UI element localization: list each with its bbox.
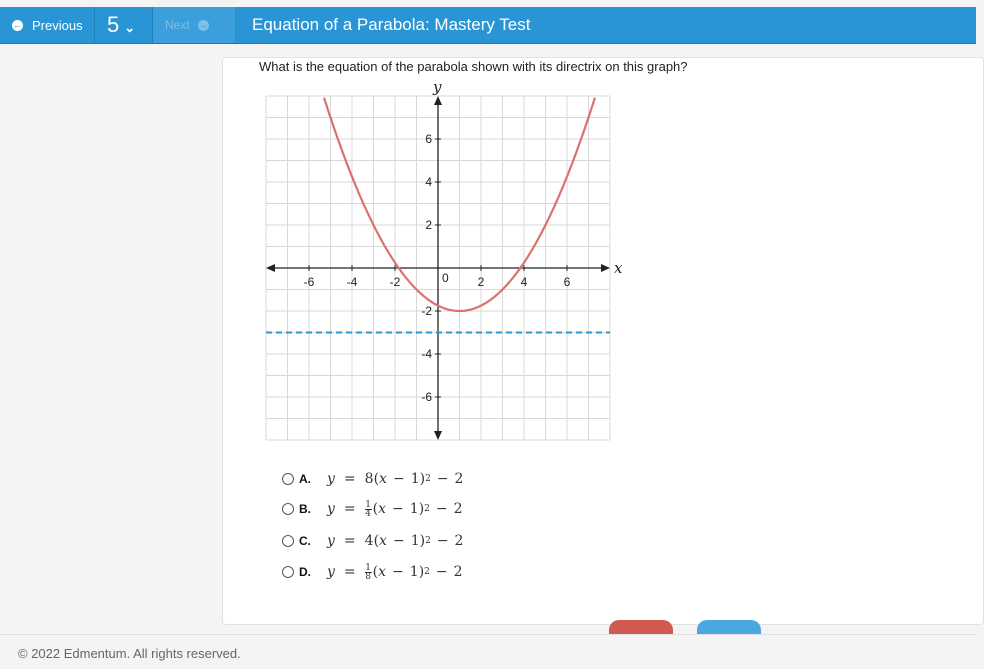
arrow-left-icon: ← — [13, 19, 22, 30]
eq-h: 1 — [409, 564, 419, 580]
coefficient: 4 — [364, 533, 374, 549]
x-axis-arrow-right — [601, 264, 610, 272]
eq-h: 1 — [409, 501, 419, 517]
fraction-numerator: 1 — [365, 562, 372, 573]
eq-open-paren: ( — [373, 471, 380, 487]
radio-button[interactable] — [282, 503, 294, 515]
eq-x: x — [378, 564, 387, 580]
eq-lhs: y — [327, 501, 335, 517]
x-tick-label: -4 — [346, 275, 358, 289]
eq-exponent: 2 — [425, 474, 431, 484]
choice-d[interactable] — [282, 562, 463, 582]
y-axis-arrow-down — [434, 431, 442, 440]
choice-a[interactable] — [282, 469, 463, 489]
y-tick-label: -4 — [421, 347, 432, 361]
y-axis-arrow-up — [434, 96, 442, 105]
origin-label: 0 — [442, 271, 449, 285]
fraction-numerator: 1 — [365, 499, 372, 510]
arrow-right-icon: → — [198, 19, 208, 30]
top-strip — [0, 0, 976, 7]
copyright: © 2022 Edmentum. All rights reserved. — [18, 646, 241, 661]
eq-lhs: y — [327, 471, 335, 487]
eq-minus-k: − — [435, 501, 448, 517]
previous-button[interactable] — [0, 7, 95, 43]
question-number: 5 — [107, 12, 120, 37]
chevron-down-icon: ⌄ — [124, 20, 136, 35]
eq-minus: − — [392, 533, 405, 549]
x-tick-label: 4 — [520, 275, 528, 289]
choice-equation — [327, 533, 463, 549]
question-prompt: What is the equation of the parabola shown with its directrix on this graph? — [259, 59, 688, 74]
eq-lhs: y — [327, 533, 335, 549]
x-tick-label: 2 — [477, 275, 485, 289]
footer — [0, 634, 976, 669]
eq-close-paren: ) — [418, 564, 425, 580]
eq-exponent: 2 — [424, 567, 430, 577]
eq-minus: − — [392, 501, 404, 517]
coefficient-fraction — [365, 564, 372, 581]
y-tick-label: 4 — [425, 175, 432, 189]
eq-sign: = — [343, 471, 356, 487]
y-tick-label: 6 — [425, 132, 432, 146]
eq-close-paren: ) — [418, 501, 425, 517]
choice-letter: B. — [299, 502, 311, 516]
choice-b[interactable] — [282, 499, 463, 519]
eq-minus: − — [392, 471, 405, 487]
choice-letter: D. — [299, 565, 311, 579]
choice-equation — [327, 471, 463, 487]
y-tick-label: 2 — [425, 218, 432, 232]
eq-minus: − — [392, 564, 404, 580]
y-axis-label: y — [433, 78, 442, 96]
eq-k: 2 — [453, 501, 463, 517]
choice-equation — [327, 564, 463, 581]
eq-h: 1 — [410, 533, 420, 549]
eq-open-paren: ( — [372, 501, 379, 517]
test-title: Equation of a Parabola: Mastery Test — [252, 15, 531, 34]
previous-label: Previous — [32, 17, 83, 33]
eq-x: x — [379, 533, 387, 549]
next-button[interactable] — [153, 7, 235, 43]
x-tick-label: -6 — [303, 275, 315, 289]
eq-open-paren: ( — [373, 533, 380, 549]
radio-button[interactable] — [282, 566, 294, 578]
eq-k: 2 — [454, 471, 464, 487]
eq-sign: = — [343, 564, 356, 580]
eq-open-paren: ( — [372, 564, 379, 580]
x-tick-label: -2 — [389, 275, 401, 289]
parabola-graph — [258, 78, 628, 448]
eq-k: 2 — [454, 533, 464, 549]
coefficient-fraction — [365, 501, 372, 518]
eq-sign: = — [343, 533, 356, 549]
eq-minus-k: − — [436, 533, 449, 549]
eq-close-paren: ) — [419, 471, 426, 487]
question-number-dropdown[interactable] — [95, 7, 153, 43]
x-tick-label: 6 — [563, 275, 571, 289]
y-tick-label: -2 — [421, 304, 432, 318]
radio-button[interactable] — [282, 535, 294, 547]
eq-x: x — [379, 471, 387, 487]
x-axis-arrow-left — [266, 264, 275, 272]
fraction-denominator: 4 — [365, 508, 372, 519]
choice-equation — [327, 501, 463, 518]
eq-exponent: 2 — [425, 536, 431, 546]
eq-k: 2 — [453, 564, 463, 580]
x-axis-label: x — [614, 259, 623, 277]
choice-letter: C. — [299, 534, 311, 548]
eq-minus-k: − — [436, 471, 449, 487]
y-tick-label: -6 — [421, 390, 432, 404]
choice-letter: A. — [299, 472, 311, 486]
fraction-denominator: 8 — [365, 571, 372, 582]
eq-x: x — [378, 501, 387, 517]
eq-exponent: 2 — [424, 504, 430, 514]
next-label: Next — [165, 18, 190, 32]
coefficient: 8 — [364, 471, 374, 487]
navigation-bar — [0, 7, 976, 44]
choice-c[interactable] — [282, 531, 463, 551]
radio-button[interactable] — [282, 473, 294, 485]
eq-lhs: y — [327, 564, 335, 580]
eq-close-paren: ) — [419, 533, 426, 549]
eq-minus-k: − — [435, 564, 448, 580]
eq-h: 1 — [410, 471, 420, 487]
eq-sign: = — [343, 501, 356, 517]
